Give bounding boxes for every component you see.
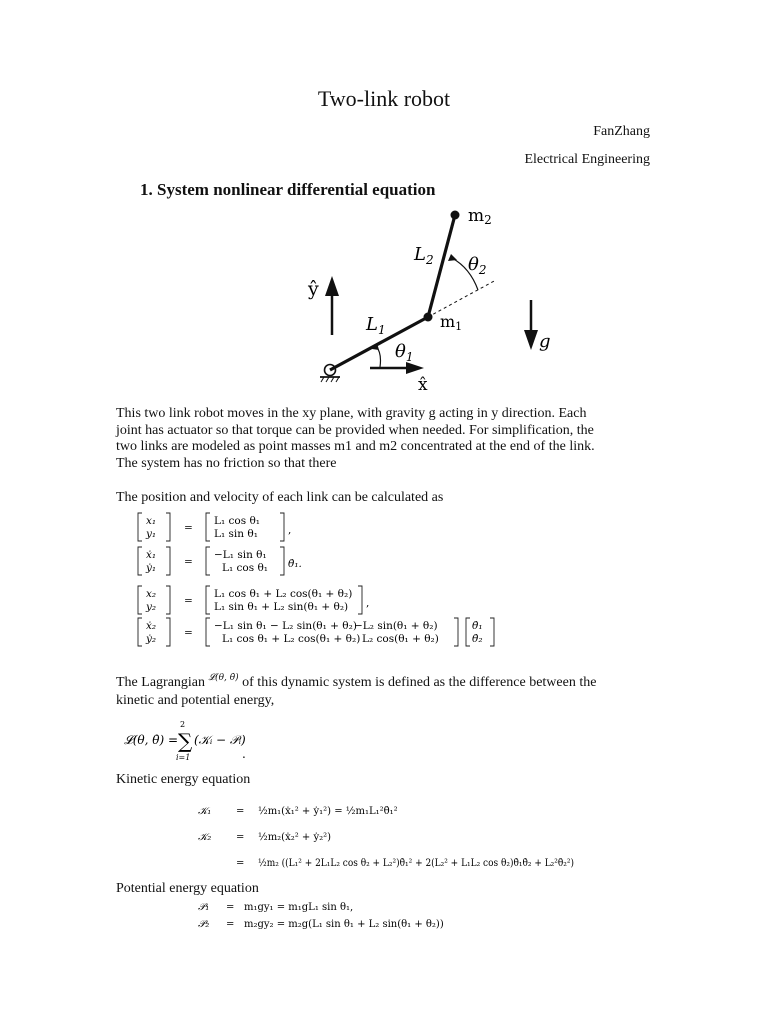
- x2-dot-symbol: ẋ₂: [146, 620, 157, 632]
- lagrangian-line: [116, 675, 656, 693]
- equals-sign: =: [226, 919, 235, 930]
- intro-line: two links are modeled as point masses m1 and m2 concentrated at the end of the link.: [116, 439, 595, 454]
- link-1-length-label: $L_1$: [366, 314, 386, 337]
- summation-sign: ∑: [178, 729, 193, 753]
- lagrangian-text-end: of this dynamic system is defined as the difference between the: [242, 675, 597, 690]
- y1-dot-symbol: ẏ₁: [146, 562, 157, 574]
- jacobian-22: L₂ cos(θ₁ + θ₂): [362, 633, 439, 645]
- lagrangian-equation: [120, 718, 300, 766]
- equals-sign: =: [236, 806, 245, 817]
- link-1-extension: [428, 280, 496, 317]
- y1-symbol: y₁: [146, 528, 157, 540]
- lagrangian-paragraph: [116, 675, 656, 709]
- theta-2-label: $\theta_2$: [468, 254, 487, 277]
- lagrangian-lhs: 𝓛(θ, θ̇) =: [124, 733, 179, 747]
- kinetic-energy-1-expression: ½m₁(ẋ₁² + ẏ₁²) = ½m₁L₁²θ̇₁²: [258, 806, 398, 817]
- potential-energy-1-expression: m₁gy₁ = m₁gL₁ sin θ₁,: [244, 902, 354, 913]
- kinetic-energy-label: Kinetic energy equation: [116, 772, 251, 787]
- equals-sign: =: [236, 832, 245, 843]
- kinetic-energy-equations: [196, 794, 586, 876]
- potential-energy-equations: [196, 898, 496, 934]
- y2-symbol: y₂: [146, 601, 157, 613]
- author-name: FanZhang: [593, 124, 650, 139]
- potential-energy-1-symbol: 𝒫₁: [198, 902, 210, 913]
- equals-sign: =: [226, 902, 235, 913]
- jacobian-21: L₁ cos θ₁ + L₂ cos(θ₁ + θ₂): [222, 633, 361, 645]
- equation-period: .: [242, 747, 246, 761]
- y1-dot-expression: L₁ cos θ₁: [222, 562, 268, 574]
- intro-line: joint has actuator so that torque can be provided when needed. For simplification, the: [116, 422, 594, 438]
- author-department: Electrical Engineering: [524, 152, 650, 167]
- jacobian-12: −L₂ sin(θ₁ + θ₂): [354, 620, 438, 632]
- lagrangian-text-start: The Lagrangian: [116, 675, 209, 690]
- x1-symbol: x₁: [146, 515, 157, 527]
- lagrangian-rhs: (𝒦ᵢ − 𝒫ᵢ): [194, 733, 246, 747]
- page-title: Two-link robot: [317, 86, 451, 111]
- comma: ,: [366, 597, 370, 609]
- theta1-dot-multiplier: θ̇₁.: [288, 558, 302, 570]
- lagrangian-inline-symbol: 𝓛(θ, θ̇): [208, 673, 239, 683]
- theta-1-label: $\theta_1$: [395, 341, 414, 364]
- sum-upper-limit: 2: [180, 720, 186, 729]
- intro-paragraph: [116, 406, 656, 472]
- theta1-dot: θ̇₁: [472, 620, 483, 632]
- jacobian-11: −L₁ sin θ₁ − L₂ sin(θ₁ + θ₂): [214, 620, 357, 632]
- y-hat-label: ŷ: [308, 278, 319, 300]
- intro-line: The system has no friction so that there: [116, 455, 337, 471]
- equals-sign: =: [184, 522, 193, 534]
- comma: ,: [288, 524, 292, 536]
- kinetic-energy-1-symbol: 𝒦₁: [198, 806, 212, 817]
- x1-dot-expression: −L₁ sin θ₁: [214, 549, 267, 561]
- two-link-robot-diagram: [300, 200, 570, 395]
- intro-line: This two link robot moves in the xy plane, with gravity g acting in y direction. Each: [116, 406, 587, 421]
- y-axis-arrowhead: [325, 276, 339, 296]
- link-2-length-label: $L_2$: [414, 244, 434, 267]
- y1-expression: L₁ sin θ₁: [214, 528, 258, 540]
- mass-2-dot: [451, 211, 460, 220]
- equals-sign: =: [184, 627, 193, 639]
- potential-energy-2-symbol: 𝒫₂: [198, 919, 210, 930]
- equals-sign: =: [184, 556, 193, 568]
- kinematics-equations: [130, 508, 520, 653]
- position-velocity-intro: The position and velocity of each link can be calculated as: [116, 490, 444, 505]
- x1-dot-symbol: ẋ₁: [146, 549, 157, 561]
- x-hat-label: x̂: [418, 375, 428, 395]
- mass-2-label: m2: [468, 206, 492, 227]
- lagrangian-line: kinetic and potential energy,: [116, 692, 275, 708]
- equals-sign: =: [184, 595, 193, 607]
- gravity-arrowhead: [524, 330, 538, 350]
- potential-energy-label: Potential energy equation: [116, 881, 259, 896]
- sum-lower-limit: i=1: [176, 753, 191, 762]
- gravity-label: g: [539, 331, 551, 352]
- mass-1-dot: [424, 313, 433, 322]
- kinetic-energy-2-expression: ½m₂(ẋ₂² + ẏ₂²): [258, 832, 332, 843]
- theta-2-arc-arrowhead: [448, 254, 457, 261]
- potential-energy-2-expression: m₂gy₂ = m₂g(L₁ sin θ₁ + L₂ sin(θ₁ + θ₂)): [244, 919, 444, 930]
- x2-expression: L₁ cos θ₁ + L₂ cos(θ₁ + θ₂): [214, 588, 353, 600]
- y2-expression: L₁ sin θ₁ + L₂ sin(θ₁ + θ₂): [214, 601, 349, 613]
- x2-symbol: x₂: [146, 588, 157, 600]
- kinetic-energy-2-symbol: 𝒦₂: [198, 832, 212, 843]
- equals-sign: =: [236, 858, 245, 869]
- y2-dot-symbol: ẏ₂: [146, 633, 157, 645]
- section-heading: 1. System nonlinear differential equation: [140, 180, 436, 199]
- theta2-dot: θ̇₂: [472, 633, 483, 645]
- x1-expression: L₁ cos θ₁: [214, 515, 260, 527]
- kinetic-energy-2-expanded: ½m₂ ((L₁² + 2L₁L₂ cos θ₂ + L₂²)θ̇₁² + 2(L₂² + L₁L₂ cos θ₂)θ̇₁θ̇₂ + L₂²θ̇₂²): [258, 858, 575, 869]
- mass-1-label: m1: [440, 312, 463, 333]
